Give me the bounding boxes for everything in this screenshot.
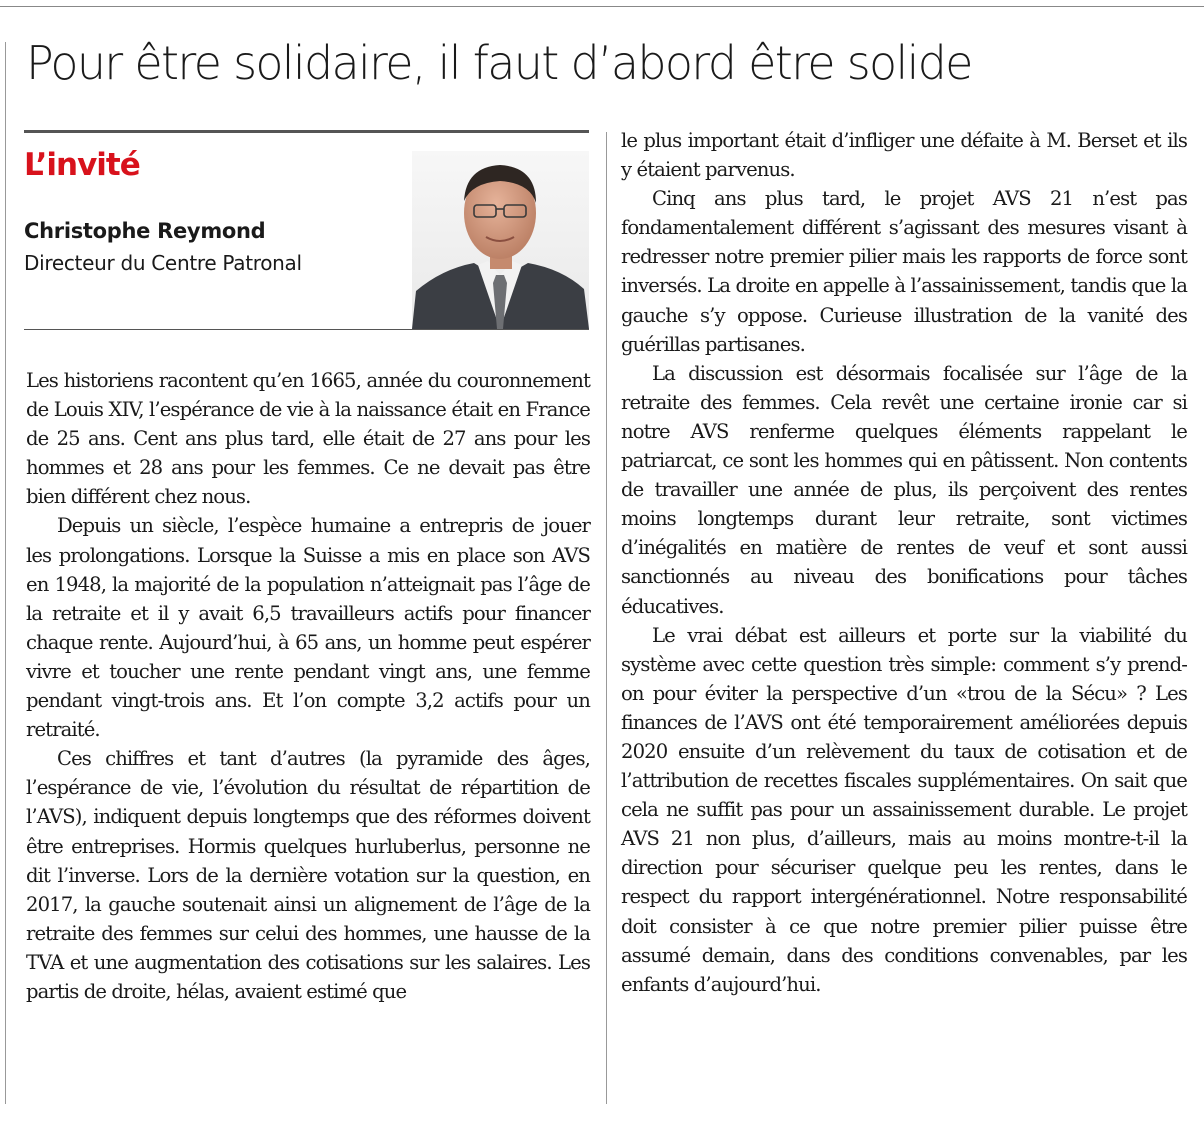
guest-box	[24, 130, 589, 330]
paragraph: le plus important était d’infliger une défaite à M. Berset et ils y étaient parvenus.	[621, 129, 1187, 182]
paragraph: Ces chiffres et tant d’autres (la pyramide des âges, l’espérance de vie, l’évolution du résultat de répartition de l’AVS), indiquent depuis longtemps que des réformes doivent être entreprises. Hormis quelques hurluberlus, personne ne dit l’inverse. Lors de la dernière votation sur la question, en 2017, la gauche soutenait ainsi un alignement de l’âge de la retraite des femmes sur celui des hommes, une hausse de la TVA et une augmentation des cotisations sur les salaires. Les partis de droite, hélas, avaient estimé que	[26, 747, 590, 1003]
kicker-label: L’invité	[24, 147, 140, 183]
headline: Pour être solidaire, il faut d’abord être solide	[26, 36, 972, 90]
column-divider	[606, 132, 607, 1104]
paragraph: Les historiens racontent qu’en 1665, année du couronnement de Louis XIV, l’espérance de vie à la naissance était en France de 25 ans. Cent ans plus tard, elle était de 27 ans pour les hommes et 28 ans pour les femmes. Ce ne devait pas être bien différent chez nous.	[26, 369, 590, 509]
top-rule	[0, 6, 1204, 7]
paragraph: Depuis un siècle, l’espèce humaine a entrepris de jouer les prolongations. Lorsque la Suisse a mis en place son AVS en 1948, la majorité de la population n’atteignait pas l’âge de la retraite et il y avait 6,5 travailleurs actifs pour financer chaque rente. Aujourd’hui, à 65 ans, un homme peut espérer vivre et toucher une rente pendant vingt ans, une femme pendant vingt-trois ans. Et l’on compte 3,2 actifs pour un retraité.	[26, 514, 590, 742]
author-name: Christophe Reymond	[24, 219, 266, 243]
left-column	[26, 366, 590, 1006]
paragraph: Cinq ans plus tard, le projet AVS 21 n’est pas fondamentalement différent s’agissant des mesures visant à redresser notre premier pilier mais les rapports de force sont inversés. La droite en appelle à l’assainissement, tandis que la gauche s’y oppose. Curieuse illustration de la vanité des guérillas partisanes.	[621, 187, 1187, 356]
paragraph: Le vrai débat est ailleurs et porte sur la viabilité du système avec cette question très simple: comment s’y prend-on pour éviter la perspective d’un «trou de la Sécu» ? Les finances de l’AVS ont été temporairement améliorées depuis 2020 ensuite d’un relèvement du taux de cotisation et de l’attribution de recettes fiscales supplémentaires. On sait que cela ne suffit pas pour un assainissement durable. Le projet AVS 21 non plus, d’ailleurs, mais au moins montre-t-il la direction pour sécuriser quelque peu les rentes, dans le respect du rapport intergénérationnel. Notre responsabilité doit consister à ce que notre premier pilier puisse être assumé demain, dans des conditions convenables, par les enfants d’aujourd’hui.	[621, 623, 1187, 996]
author-role: Directeur du Centre Patronal	[24, 251, 302, 275]
author-portrait-icon	[412, 151, 589, 329]
left-rule	[5, 42, 6, 1104]
paragraph: La discussion est désormais focalisée sur l’âge de la retraite des femmes. Cela revêt une certaine ironie car si notre AVS renferme quelques éléments rappelant le patriarcat, ce sont les hommes qui en pâtissent. Non contents de travailler une année de plus, ils perçoivent des rentes moins longtemps durant leur retraite, sont victimes d’inégalités en matière de rentes de veuf et sont aussi sanctionnés au niveau des bonifications pour tâches éducatives.	[621, 361, 1187, 618]
right-column	[621, 126, 1187, 999]
